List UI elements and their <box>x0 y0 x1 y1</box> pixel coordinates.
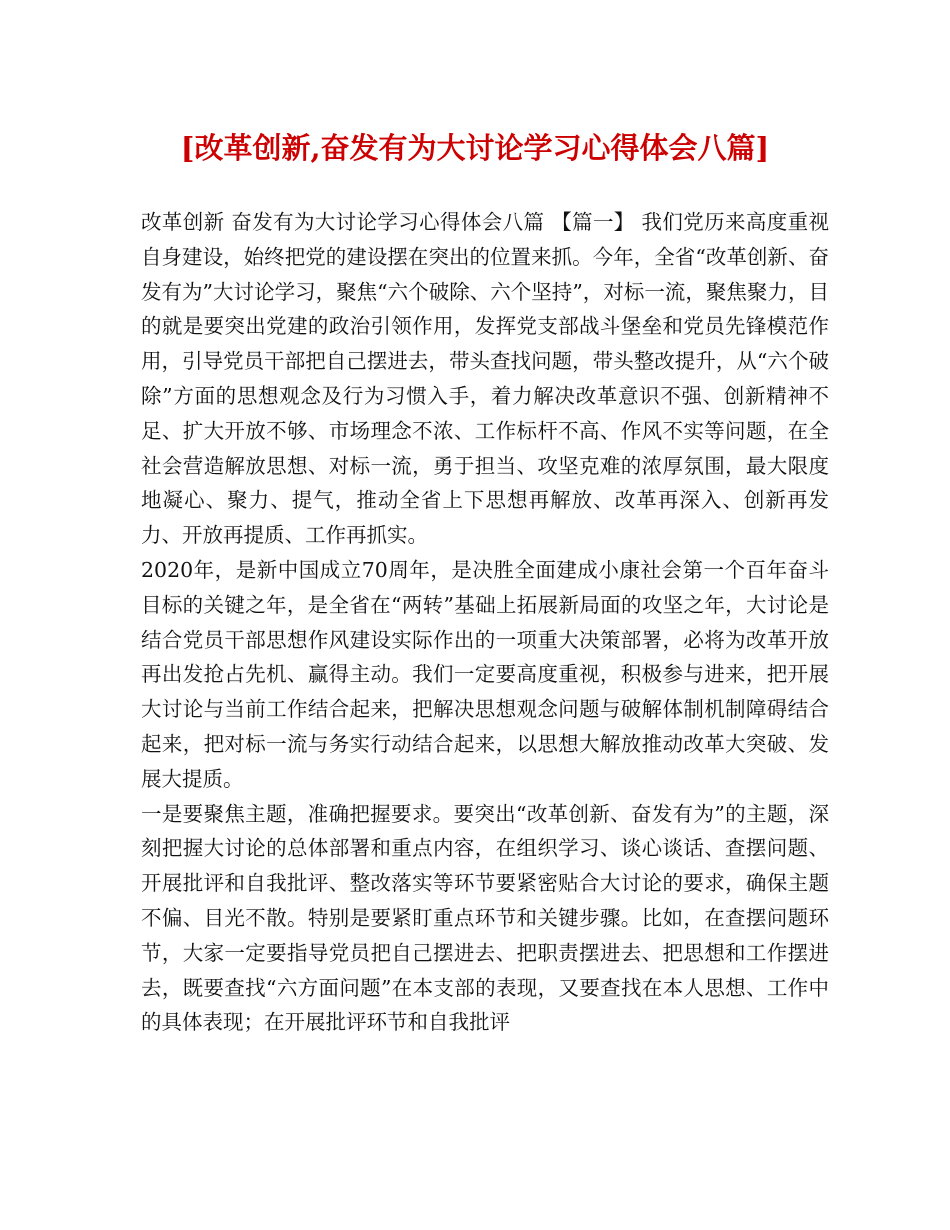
paragraph-3: 一是要聚焦主题，准确把握要求。要突出“改革创新、奋发有为”的主题，深刻把握大讨论的总体部署和重点内容，在组织学习、谈心谈话、查摆问题、开展批评和自我批评、整改落实等环节要紧密贴合大讨论的要求，确保主题不偏、目光不散。特别是要紧盯重点环节和关键步骤。比如，在查摆问题环节，大家一定要指导党员把自己摆进去、把职责摆进去、把思想和工作摆进去，既要查找“六方面问题”在本支部的表现，又要查找在本人思想、工作中的具体表现；在开展批评环节和自我批评 <box>141 801 829 1035</box>
paragraph-1: 改革创新 奋发有为大讨论学习心得体会八篇 【篇一】 我们党历来高度重视自身建设，始终把党的建设摆在突出的位置来抓。今年，全省“改革创新、奋发有为”大讨论学习，聚焦“六个破除、六个坚持”，对标一流，聚焦聚力，目的就是要突出党建的政治引领作用，发挥党支部战斗堡垒和党员先锋模范作用，引导党员干部把自己摆进去，带头查找问题，带头整改提升，从“六个破除”方面的思想观念及行为习惯入手，着力解决改革意识不强、创新精神不足、扩大开放不够、市场理念不浓、工作标杆不高、作风不实等问题，在全社会营造解放思想、对标一流，勇于担当、攻坚克难的浓厚氛围，最大限度地凝心、聚力、提气，推动全省上下思想再解放、改革再深入、创新再发力、开放再提质、工作再抓实。 <box>141 210 829 548</box>
paragraph-2: 2020年，是新中国成立70周年，是决胜全面建成小康社会第一个百年奋斗目标的关键之年，是全省在“两转”基础上拓展新局面的攻坚之年，大讨论是结合党员干部思想作风建设实际作出的一项重大决策部署，必将为改革开放再出发抢占先机、赢得主动。我们一定要高度重视，积极参与进来，把开展大讨论与当前工作结合起来，把解决思想观念问题与破解体制机制障碍结合起来，把对标一流与务实行动结合起来，以思想大解放推动改革大突破、发展大提质。 <box>141 557 829 791</box>
document-body <box>141 205 829 1040</box>
document-title: [改革创新,奋发有为大讨论学习心得体会八篇] <box>180 131 770 165</box>
